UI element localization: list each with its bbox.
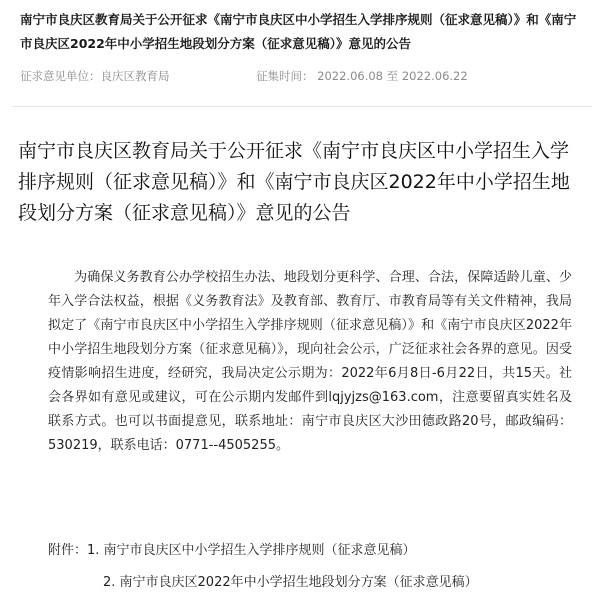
article-title: 南宁市良庆区教育局关于公开征求《南宁市良庆区中小学招生入学排序规则（征求意见稿）》和《南宁市良庆区2022年中小学招生地段划分方案（征求意见稿）》意见的公告 xyxy=(18,140,570,224)
unit-label: 征求意见单位： xyxy=(20,69,101,83)
attachments-label: 附件： xyxy=(48,543,88,558)
period-start: 2022.06.08 xyxy=(317,69,384,83)
period-sep: 至 xyxy=(386,69,399,83)
collection-period xyxy=(256,66,468,86)
period-label: 征集时间： xyxy=(256,69,314,83)
divider xyxy=(12,106,592,107)
body-text-part-1: 为确保义务教育公办学校招生办法、地段划分更科学、合理、合法，保障适龄儿童、少年入学合法权益，根据《义务教育法》及教育部、教育厅、市教育局等有关文件精神，我局拟定了《南宁市良庆区中小学招生入学排序规则（征求意见稿）》和《南宁市良庆区2022年中小学招生地段划分方案（征求意见稿）》，现向社会公示，广泛征求社会各界的意见。因受疫情影响招生进度，经研究，我局决定公示期为：2022年6月8日-6月22日，共15天。社会各界如有意见或建议，可在公示期内发邮件到 xyxy=(48,270,572,405)
unit-value: 良庆区教育局 xyxy=(100,69,170,83)
notice-header-title: 南宁市良庆区教育局关于公开征求《南宁市良庆区中小学招生入学排序规则（征求意见稿）》和《南宁市良庆区2022年中小学招生地段划分方案（征求意见稿）》意见的公告 xyxy=(20,12,577,51)
attachment-link-1[interactable]: 1. 南宁市良庆区中小学招生入学排序规则（征求意见稿） xyxy=(87,543,416,558)
attachment-row-1 xyxy=(48,541,416,561)
email-link[interactable]: lqjyjzs@163.com xyxy=(328,390,439,405)
body-text-part-2: ，注意要留真实姓名及联系方式。也可以书面提意见，联系地址：南宁市良庆区大沙田德政路20号，邮政编码：530219，联系电话：0771--4505255。 xyxy=(48,390,572,453)
attachment-row-2 xyxy=(103,573,478,593)
attachment-link-2[interactable]: 2. 南宁市良庆区2022年中小学招生地段划分方案（征求意见稿） xyxy=(103,575,478,590)
article-body xyxy=(48,266,572,458)
period-end: 2022.06.22 xyxy=(401,69,468,83)
meta-info xyxy=(20,66,586,86)
